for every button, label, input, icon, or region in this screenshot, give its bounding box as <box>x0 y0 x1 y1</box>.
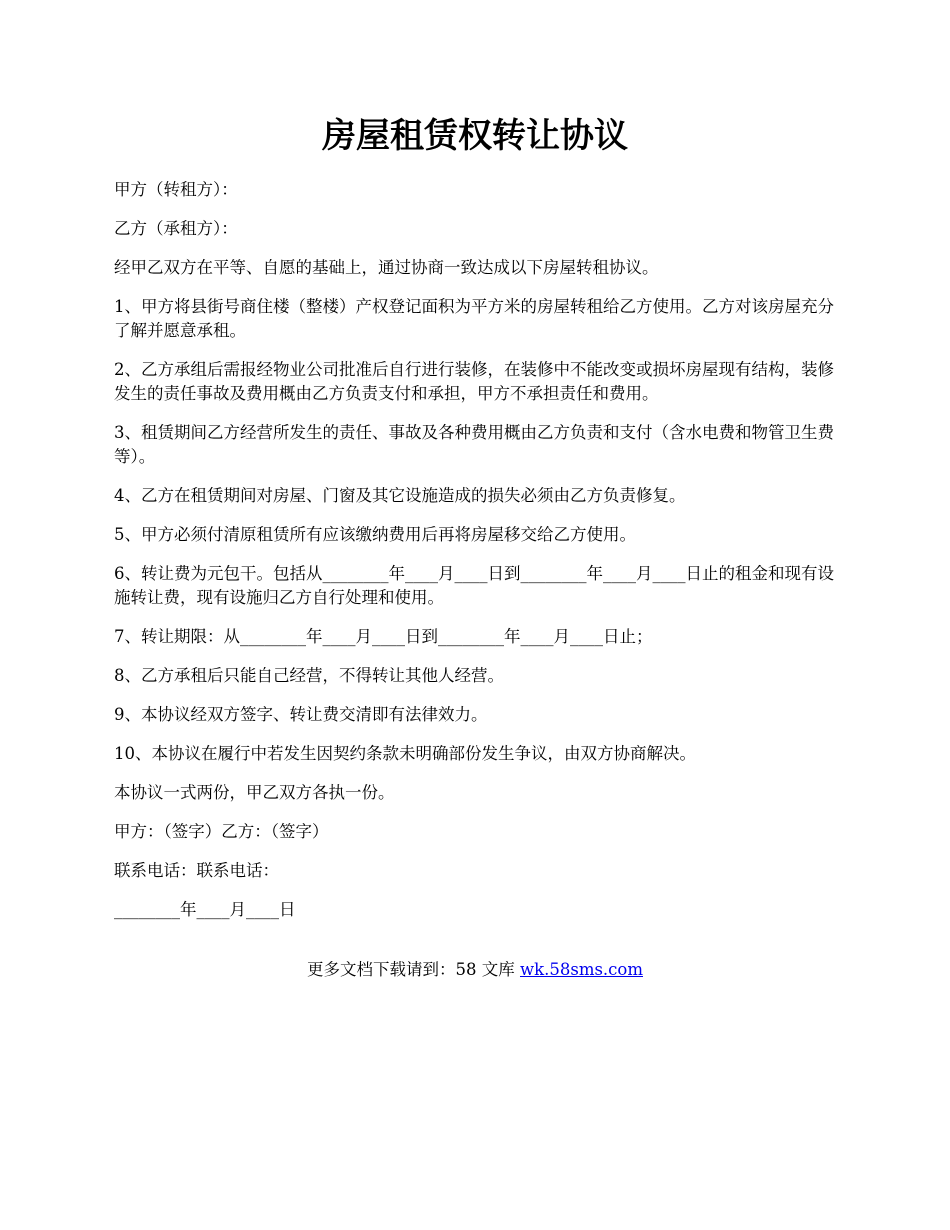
party-b-line: 乙方（承租方）： <box>114 219 238 238</box>
clause-8: 8、乙方承租后只能自己经营，不得转让其他人经营。 <box>114 666 504 685</box>
clause-7: 7、转让期限：从________年____月____日到________年____月____日止； <box>114 627 653 646</box>
clause-1: 1、甲方将县街号商住楼（整楼）产权登记面积为平方米的房屋转租给乙方使用。乙方对该房屋充分了解并愿意承租。 <box>114 297 834 340</box>
intro-paragraph: 经甲乙双方在平等、自愿的基础上，通过协商一致达成以下房屋转租协议。 <box>114 258 659 277</box>
document-title: 房屋租赁权转让协议 <box>322 116 628 156</box>
footer-text: 更多文档下载请到：58 文库 <box>306 960 520 979</box>
clause-4: 4、乙方在租赁期间对房屋、门窗及其它设施造成的损失必须由乙方负责修复。 <box>114 486 686 505</box>
clause-5: 5、甲方必须付清原租赁所有应该缴纳费用后再将房屋移交给乙方使用。 <box>114 525 636 544</box>
copies-statement: 本协议一式两份，甲乙双方各执一份。 <box>114 783 395 802</box>
contact-phone-line: 联系电话：联系电话： <box>114 861 279 880</box>
party-a-line: 甲方（转租方）： <box>114 180 238 199</box>
clause-9: 9、本协议经双方签字、转让费交清即有法律效力。 <box>114 705 488 724</box>
document-body <box>114 178 836 937</box>
signature-line: 甲方：（签字）乙方：（签字） <box>114 822 329 841</box>
clause-6: 6、转让费为元包干。包括从________年____月____日到________年____月____日止的租金和现有设施转让费，现有设施归乙方自行处理和使用。 <box>114 564 834 607</box>
clause-3: 3、租赁期间乙方经营所发生的责任、事故及各种费用概由乙方负责和支付（含水电费和物管卫生费等）。 <box>114 423 834 466</box>
clause-2: 2、乙方承组后需报经物业公司批准后自行进行装修，在装修中不能改变或损坏房屋现有结构，装修发生的责任事故及费用概由乙方负责支付和承担，甲方不承担责任和费用。 <box>114 360 834 403</box>
footer-link[interactable]: wk.58sms.com <box>519 960 643 979</box>
clause-10: 10、本协议在履行中若发生因契约条款未明确部份发生争议，由双方协商解决。 <box>114 744 696 763</box>
date-line: ________年____月____日 <box>114 900 296 919</box>
download-footer <box>0 958 950 982</box>
